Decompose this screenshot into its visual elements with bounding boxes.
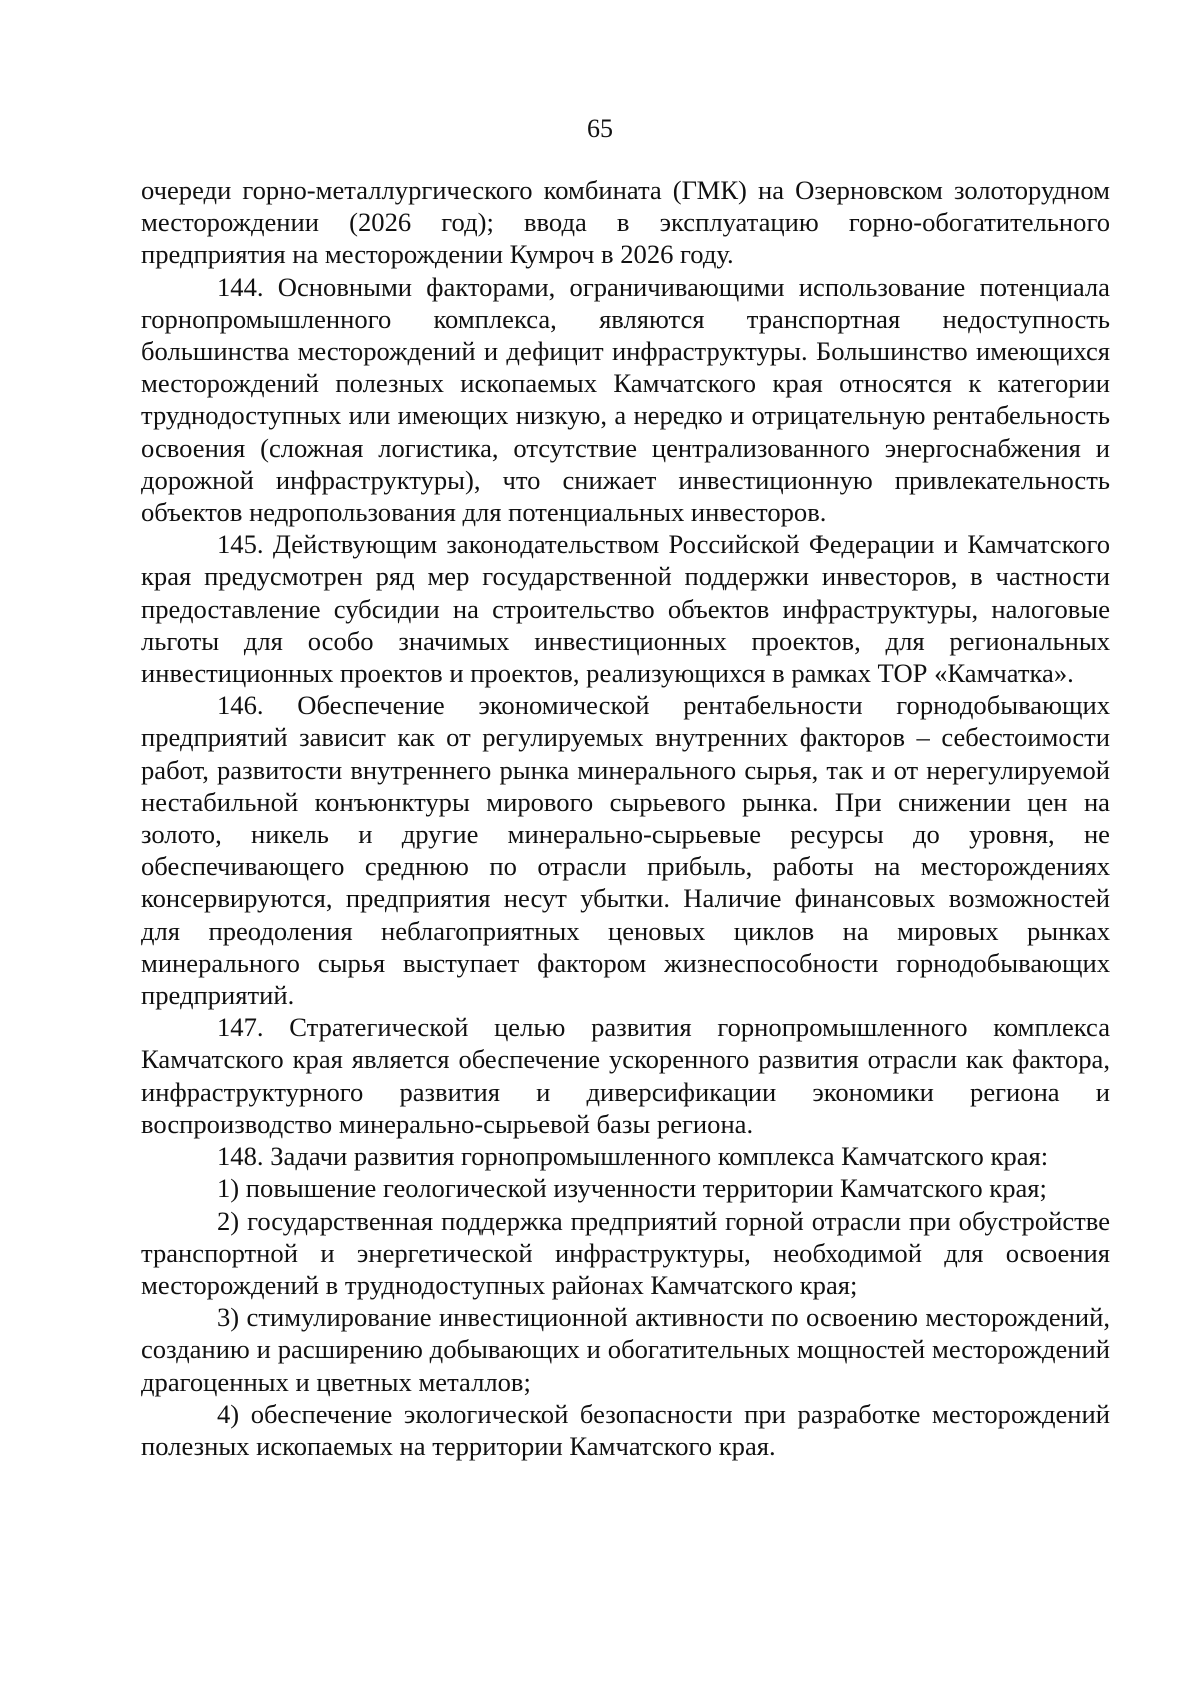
page-number: 65: [587, 114, 613, 143]
paragraph: 145. Действующим законодательством Российской Федерации и Камчатского края предусмотрен ряд мер государственной поддержки инвесторов, в частности предоставление субсидии на строительство объектов инфраструктуры, налоговые льготы для особо значимых инвестиционных проектов, для региональных инвестиционных проектов и проектов, реализующихся в рамках ТОР «Камчатка».: [141, 529, 1110, 689]
paragraph: очереди горно-металлургического комбината (ГМК) на Озерновском золоторудном месторождении (2026 год); ввода в эксплуатацию горно-обогатительного предприятия на месторождении Кумроч в 2026 году.: [141, 175, 1110, 270]
list-item: 2) государственная поддержка предприятий горной отрасли при обустройстве транспортной и энергетической инфраструктуры, необходимой для освоения месторождений в труднодоступных районах Камчатского края;: [141, 1205, 1110, 1300]
list-item: 4) обеспечение экологической безопасности при разработке месторождений полезных ископаемых на территории Камчатского края.: [141, 1398, 1110, 1461]
paragraph: 144. Основными факторами, ограничивающими использование потенциала горнопромышленного комплекса, являются транспортная недоступность большинства месторождений и дефицит инфраструктуры. Большинство имеющихся месторождений полезных ископаемых Камчатского края относятся к категории труднодоступных или имеющих низкую, а нередко и отрицательную рентабельность освоения (сложная логистика, отсутствие централизованного энергоснабжения и дорожной инфраструктуры), что снижает инвестиционную привлекательность объектов недропользования для потенциальных инвесторов.: [141, 271, 1110, 528]
paragraph: 148. Задачи развития горнопромышленного комплекса Камчатского края:: [217, 1141, 1049, 1172]
document-body: [141, 174, 1110, 1462]
list-item: 3) стимулирование инвестиционной активности по освоению месторождений, созданию и расширению добывающих и обогатительных мощностей месторождений драгоценных и цветных металлов;: [141, 1302, 1110, 1397]
list-item: 1) повышение геологической изученности территории Камчатского края;: [217, 1173, 1047, 1204]
paragraph: 147. Стратегической целью развития горнопромышленного комплекса Камчатского края является обеспечение ускоренного развития отрасли как фактора, инфраструктурного развития и диверсификации экономики региона и воспроизводство минерально-сырьевой базы региона.: [141, 1012, 1110, 1139]
paragraph: 146. Обеспечение экономической рентабельности горнодобывающих предприятий зависит как от регулируемых внутренних факторов – себестоимости работ, развитости внутреннего рынка минерального сырья, так и от нерегулируемой нестабильной конъюнктуры мирового сырьевого рынка. При снижении цен на золото, никель и другие минерально-сырьевые ресурсы до уровня, не обеспечивающего среднюю по отрасли прибыль, работы на месторождениях консервируются, предприятия несут убытки. Наличие финансовых возможностей для преодоления неблагоприятных ценовых циклов на мировых рынках минерального сырья выступает фактором жизнеспособности горнодобывающих предприятий.: [141, 690, 1110, 1011]
